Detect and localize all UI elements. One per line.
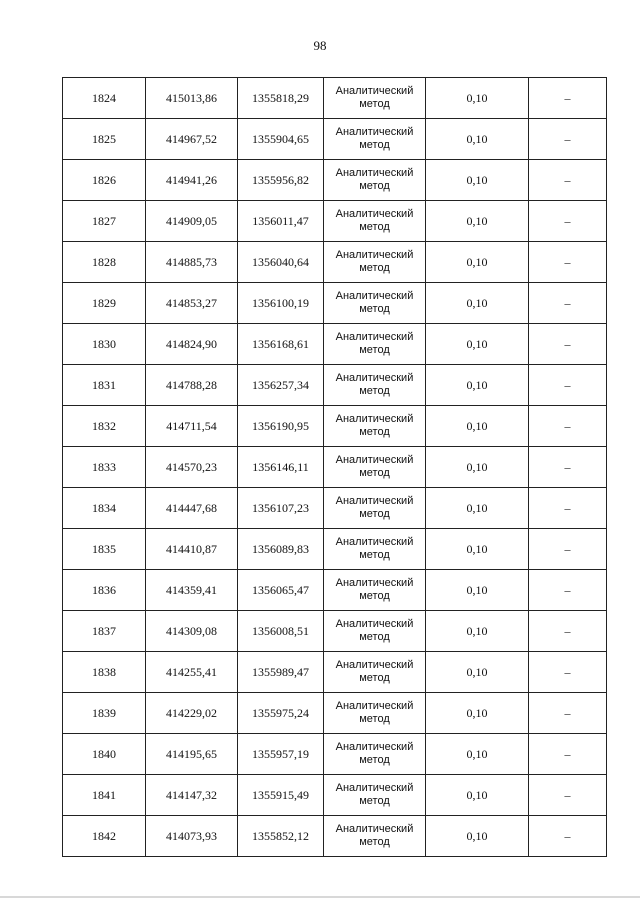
note-cell: – [529,529,607,570]
table-row [63,160,607,201]
page-bottom-edge [0,896,640,898]
accuracy-cell: 0,10 [426,324,529,365]
accuracy-cell: 0,10 [426,242,529,283]
y-coordinate-cell: 1356040,64 [238,242,324,283]
method-line-1: Аналитический [335,208,414,220]
method-line-2: метод [359,303,390,315]
method-cell [324,119,426,160]
point-number-cell: 1831 [63,365,146,406]
accuracy-cell: 0,10 [426,201,529,242]
x-coordinate-cell: 414941,26 [146,160,238,201]
point-number-cell: 1840 [63,734,146,775]
table-row [63,78,607,119]
x-coordinate-cell: 414853,27 [146,283,238,324]
x-coordinate-cell: 414073,93 [146,816,238,857]
y-coordinate-cell: 1356257,34 [238,365,324,406]
method-line-2: метод [359,467,390,479]
point-number-cell: 1842 [63,816,146,857]
note-cell: – [529,406,607,447]
accuracy-cell: 0,10 [426,693,529,734]
note-cell: – [529,816,607,857]
x-coordinate-cell: 415013,86 [146,78,238,119]
method-line-1: Аналитический [335,700,414,712]
method-line-1: Аналитический [335,782,414,794]
y-coordinate-cell: 1356107,23 [238,488,324,529]
method-line-2: метод [359,221,390,233]
table-row [63,529,607,570]
method-cell [324,570,426,611]
method-cell [324,283,426,324]
method-line-2: метод [359,713,390,725]
method-line-2: метод [359,385,390,397]
method-line-2: метод [359,754,390,766]
point-number-cell: 1832 [63,406,146,447]
point-number-cell: 1829 [63,283,146,324]
y-coordinate-cell: 1356190,95 [238,406,324,447]
method-line-2: метод [359,262,390,274]
method-line-2: метод [359,631,390,643]
table-row [63,365,607,406]
accuracy-cell: 0,10 [426,365,529,406]
method-line-2: метод [359,836,390,848]
x-coordinate-cell: 414447,68 [146,488,238,529]
method-line-2: метод [359,98,390,110]
accuracy-cell: 0,10 [426,447,529,488]
table-row [63,734,607,775]
method-cell [324,488,426,529]
method-cell [324,78,426,119]
y-coordinate-cell: 1355818,29 [238,78,324,119]
method-cell [324,652,426,693]
accuracy-cell: 0,10 [426,488,529,529]
point-number-cell: 1824 [63,78,146,119]
method-line-2: метод [359,426,390,438]
accuracy-cell: 0,10 [426,78,529,119]
method-line-1: Аналитический [335,85,414,97]
note-cell: – [529,78,607,119]
note-cell: – [529,611,607,652]
y-coordinate-cell: 1355904,65 [238,119,324,160]
table-row [63,816,607,857]
accuracy-cell: 0,10 [426,611,529,652]
method-line-1: Аналитический [335,618,414,630]
accuracy-cell: 0,10 [426,570,529,611]
point-number-cell: 1838 [63,652,146,693]
y-coordinate-cell: 1355989,47 [238,652,324,693]
x-coordinate-cell: 414967,52 [146,119,238,160]
table-row [63,201,607,242]
x-coordinate-cell: 414885,73 [146,242,238,283]
y-coordinate-cell: 1355915,49 [238,775,324,816]
method-cell [324,242,426,283]
x-coordinate-cell: 414788,28 [146,365,238,406]
method-line-1: Аналитический [335,454,414,466]
table-body [63,78,607,857]
x-coordinate-cell: 414711,54 [146,406,238,447]
page-number: 98 [313,38,327,53]
table-row [63,611,607,652]
accuracy-cell: 0,10 [426,734,529,775]
method-line-2: метод [359,139,390,151]
accuracy-cell: 0,10 [426,529,529,570]
note-cell: – [529,775,607,816]
x-coordinate-cell: 414229,02 [146,693,238,734]
point-number-cell: 1837 [63,611,146,652]
y-coordinate-cell: 1355956,82 [238,160,324,201]
point-number-cell: 1827 [63,201,146,242]
table-row [63,693,607,734]
y-coordinate-cell: 1356089,83 [238,529,324,570]
method-cell [324,201,426,242]
note-cell: – [529,693,607,734]
method-line-1: Аналитический [335,290,414,302]
note-cell: – [529,447,607,488]
y-coordinate-cell: 1355975,24 [238,693,324,734]
y-coordinate-cell: 1356008,51 [238,611,324,652]
accuracy-cell: 0,10 [426,775,529,816]
y-coordinate-cell: 1355957,19 [238,734,324,775]
note-cell: – [529,734,607,775]
y-coordinate-cell: 1355852,12 [238,816,324,857]
point-number-cell: 1825 [63,119,146,160]
y-coordinate-cell: 1356168,61 [238,324,324,365]
method-line-1: Аналитический [335,659,414,671]
method-cell [324,447,426,488]
note-cell: – [529,242,607,283]
method-cell [324,816,426,857]
method-line-1: Аналитический [335,249,414,261]
accuracy-cell: 0,10 [426,119,529,160]
point-number-cell: 1828 [63,242,146,283]
point-number-cell: 1836 [63,570,146,611]
accuracy-cell: 0,10 [426,816,529,857]
method-line-2: метод [359,180,390,192]
table-row [63,242,607,283]
accuracy-cell: 0,10 [426,652,529,693]
accuracy-cell: 0,10 [426,160,529,201]
table-row [63,447,607,488]
point-number-cell: 1833 [63,447,146,488]
y-coordinate-cell: 1356065,47 [238,570,324,611]
method-cell [324,775,426,816]
note-cell: – [529,283,607,324]
accuracy-cell: 0,10 [426,406,529,447]
x-coordinate-cell: 414255,41 [146,652,238,693]
method-cell [324,693,426,734]
x-coordinate-cell: 414147,32 [146,775,238,816]
x-coordinate-cell: 414359,41 [146,570,238,611]
method-line-1: Аналитический [335,372,414,384]
method-line-1: Аналитический [335,413,414,425]
x-coordinate-cell: 414570,23 [146,447,238,488]
method-cell [324,734,426,775]
method-line-1: Аналитический [335,536,414,548]
method-line-1: Аналитический [335,823,414,835]
table-row [63,324,607,365]
point-number-cell: 1826 [63,160,146,201]
y-coordinate-cell: 1356146,11 [238,447,324,488]
method-cell [324,365,426,406]
coordinates-table [62,77,607,857]
note-cell: – [529,119,607,160]
x-coordinate-cell: 414824,90 [146,324,238,365]
x-coordinate-cell: 414309,08 [146,611,238,652]
method-line-1: Аналитический [335,331,414,343]
method-line-1: Аналитический [335,741,414,753]
point-number-cell: 1839 [63,693,146,734]
method-cell [324,324,426,365]
note-cell: – [529,160,607,201]
method-line-1: Аналитический [335,126,414,138]
method-cell [324,406,426,447]
x-coordinate-cell: 414410,87 [146,529,238,570]
method-cell [324,160,426,201]
method-line-2: метод [359,344,390,356]
method-line-2: метод [359,549,390,561]
table-row [63,570,607,611]
y-coordinate-cell: 1356011,47 [238,201,324,242]
method-line-1: Аналитический [335,577,414,589]
note-cell: – [529,324,607,365]
method-line-1: Аналитический [335,495,414,507]
table-row [63,283,607,324]
table-row [63,652,607,693]
note-cell: – [529,365,607,406]
accuracy-cell: 0,10 [426,283,529,324]
method-line-1: Аналитический [335,167,414,179]
point-number-cell: 1830 [63,324,146,365]
note-cell: – [529,652,607,693]
method-cell [324,529,426,570]
table-row [63,119,607,160]
point-number-cell: 1841 [63,775,146,816]
method-cell [324,611,426,652]
x-coordinate-cell: 414909,05 [146,201,238,242]
point-number-cell: 1835 [63,529,146,570]
method-line-2: метод [359,590,390,602]
note-cell: – [529,570,607,611]
table-row [63,406,607,447]
point-number-cell: 1834 [63,488,146,529]
note-cell: – [529,201,607,242]
note-cell: – [529,488,607,529]
table-row [63,775,607,816]
y-coordinate-cell: 1356100,19 [238,283,324,324]
method-line-2: метод [359,672,390,684]
method-line-2: метод [359,795,390,807]
x-coordinate-cell: 414195,65 [146,734,238,775]
method-line-2: метод [359,508,390,520]
table-row [63,488,607,529]
